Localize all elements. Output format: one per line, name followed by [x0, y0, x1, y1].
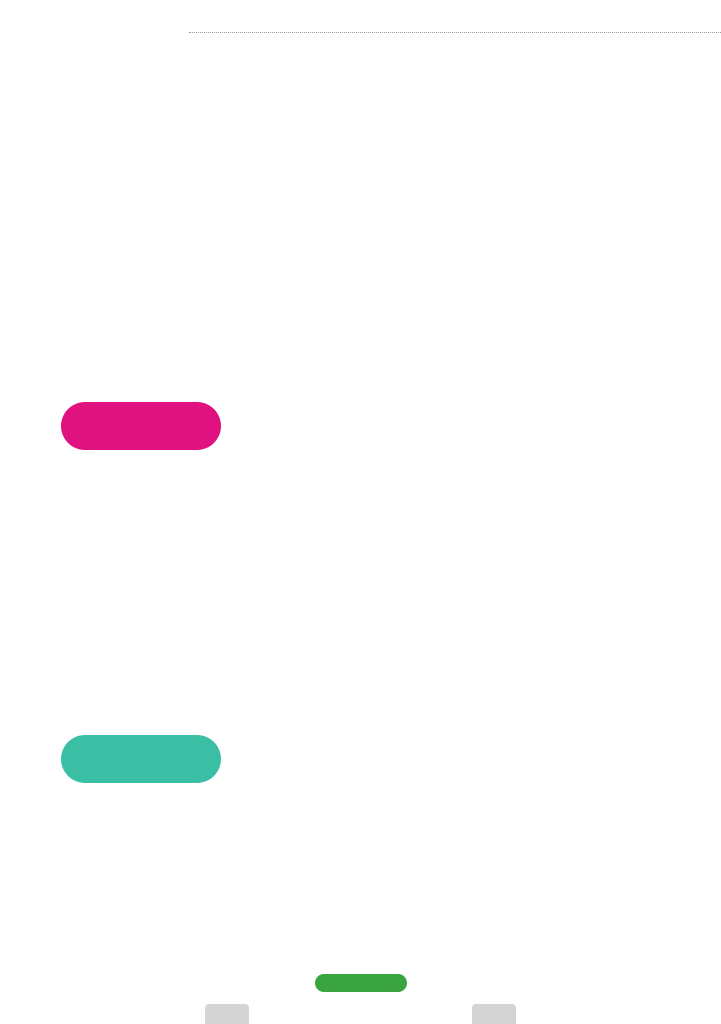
header-dotted-rule [189, 32, 721, 33]
chapter5-heading [61, 735, 230, 783]
index-nav-button[interactable] [472, 1004, 516, 1024]
page-number-badge [315, 974, 407, 992]
running-header [183, 22, 721, 40]
chapter5-label-pill [61, 735, 221, 783]
contents-nav-button[interactable] [205, 1004, 249, 1024]
chapter4-label-pill [61, 402, 221, 450]
chapter4-heading [61, 402, 230, 450]
